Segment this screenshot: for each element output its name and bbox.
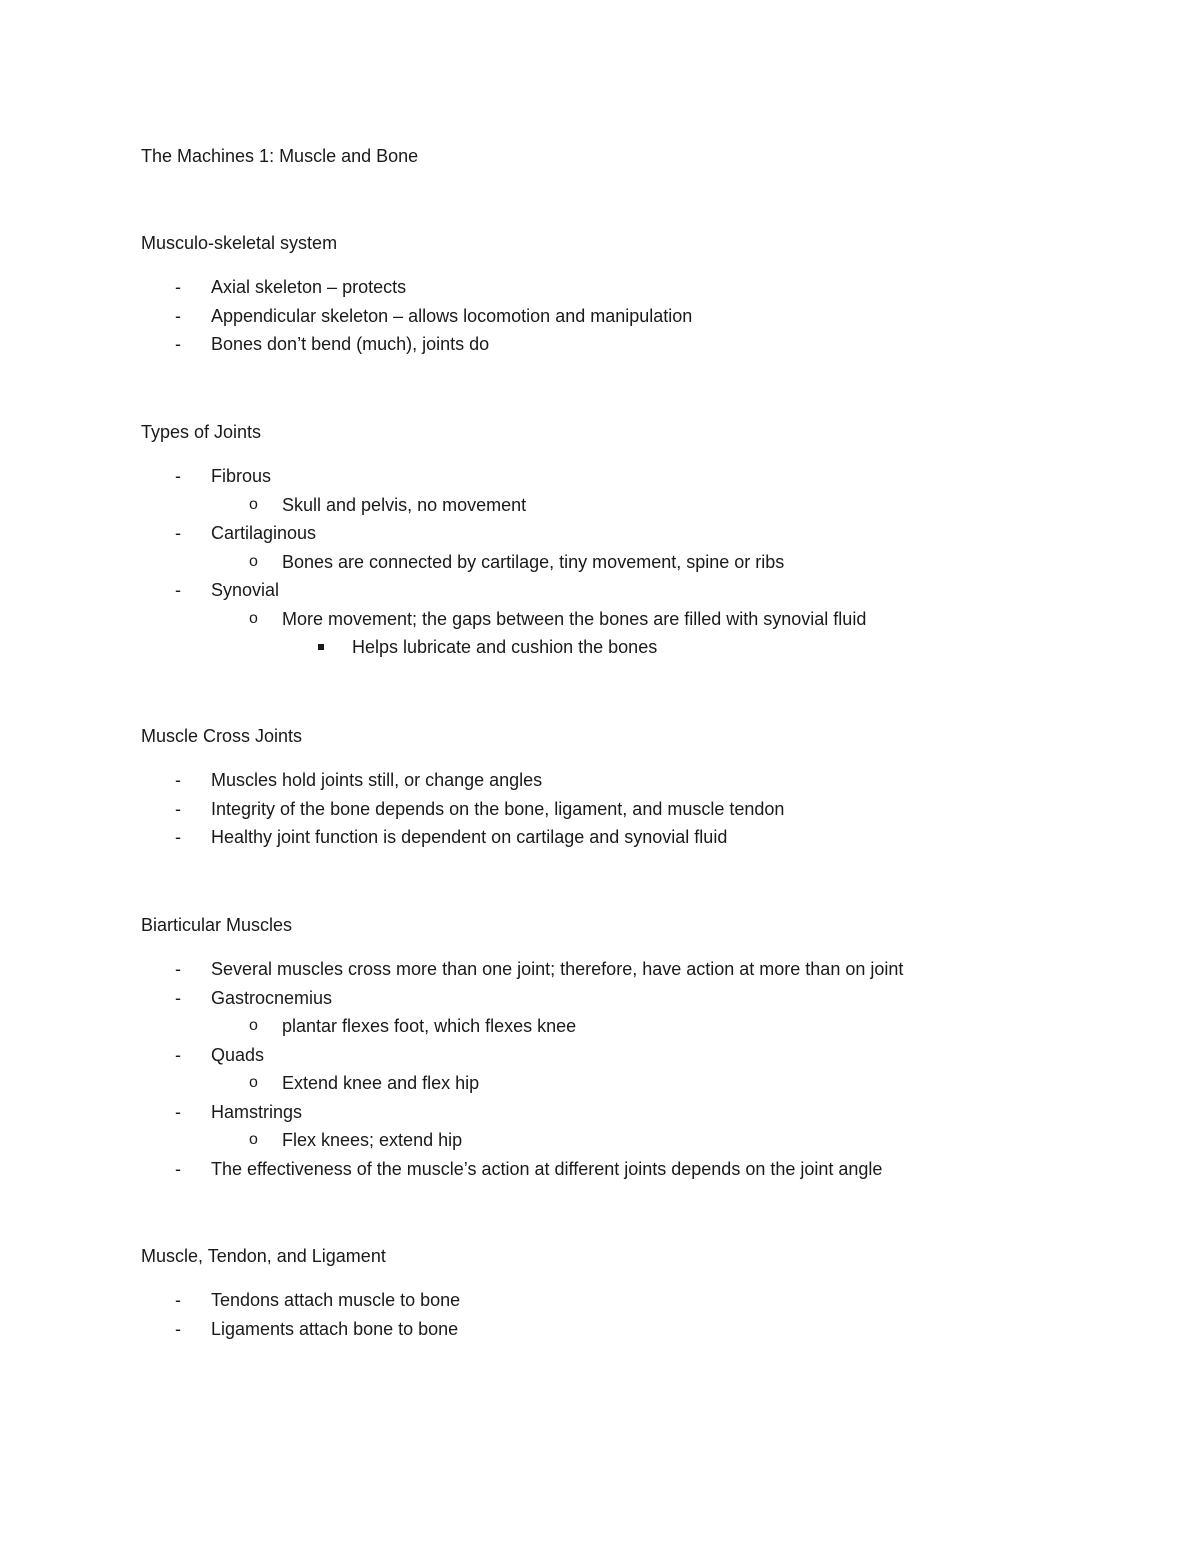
list-item [141, 984, 1141, 1013]
list-item-text: Muscles hold joints still, or change angles [211, 770, 543, 790]
list-item-text: Skull and pelvis, no movement [282, 494, 527, 515]
list-item-text: The effectiveness of the muscle’s action at different joints depends on the joint angle [211, 1158, 883, 1179]
circle-marker: o [249, 1131, 258, 1148]
bullet-list [141, 1286, 1141, 1343]
circle-marker: o [249, 495, 258, 513]
list-item-text: Quads [211, 1044, 265, 1065]
section-musculo-skeletal [141, 231, 1141, 359]
dash-marker: - [175, 1318, 181, 1339]
dash-marker: - [175, 770, 181, 790]
list-item-text: Extend knee and flex hip [282, 1073, 480, 1093]
list-item-text: Flex knees; extend hip [282, 1130, 463, 1150]
list-item-text: More movement; the gaps between the bones are filled with synovial fluid [282, 608, 867, 629]
list-item [141, 766, 1141, 795]
list-item-text: Axial skeleton – protects [211, 277, 407, 297]
list-item-text: Integrity of the bone depends on the bone, ligament, and muscle tendon [211, 798, 785, 819]
section-muscle-tendon-ligament [141, 1244, 1141, 1343]
bullet-list [141, 766, 1141, 852]
list-item [141, 955, 1141, 984]
dash-marker: - [175, 1044, 181, 1065]
list-item-text: Bones don’t bend (much), joints do [211, 334, 490, 354]
section-heading: Types of Joints [141, 422, 262, 442]
list-item-text: Helps lubricate and cushion the bones [352, 637, 658, 657]
list-item [141, 795, 1141, 824]
dash-marker: - [175, 987, 181, 1008]
list-item [141, 1315, 1141, 1344]
document-title: The Machines 1: Muscle and Bone [141, 146, 419, 166]
dash-marker: - [175, 959, 181, 979]
dash-marker: - [175, 1158, 181, 1179]
sub-list-item [141, 548, 1141, 577]
bullet-list [141, 273, 1141, 359]
list-item [141, 1098, 1141, 1127]
list-item-text: Hamstrings [211, 1101, 303, 1122]
dash-marker: - [175, 305, 181, 326]
circle-marker: o [249, 609, 258, 627]
list-item [141, 1286, 1141, 1315]
section-heading: Musculo-skeletal system [141, 233, 338, 253]
section-types-of-joints [141, 420, 1141, 662]
list-item [141, 576, 1141, 605]
list-item-text: Synovial [211, 580, 280, 600]
list-item [141, 823, 1141, 852]
list-item [141, 1041, 1141, 1070]
sub-list-item [141, 491, 1141, 520]
circle-marker: o [249, 552, 258, 570]
sub-sub-list-item [141, 633, 1141, 662]
sub-list-item [141, 1126, 1141, 1155]
list-item [141, 302, 1141, 331]
dash-marker: - [175, 466, 181, 486]
list-item-text: Tendons attach muscle to bone [211, 1290, 461, 1310]
list-item-text: Ligaments attach bone to bone [211, 1318, 459, 1339]
list-item-text: Bones are connected by cartilage, tiny movement, spine or ribs [282, 551, 785, 572]
section-biarticular-muscles [141, 913, 1141, 1183]
dash-marker: - [175, 798, 181, 819]
sub-list-item [141, 1012, 1141, 1041]
list-item [141, 273, 1141, 302]
section-heading: Biarticular Muscles [141, 915, 293, 935]
dash-marker: - [175, 277, 181, 297]
bullet-list [141, 955, 1141, 1183]
list-item-text: Healthy joint function is dependent on cartilage and synovial fluid [211, 827, 728, 847]
list-item [141, 330, 1141, 359]
sub-list-item [141, 1069, 1141, 1098]
circle-marker: o [249, 1074, 258, 1091]
list-item-text: Several muscles cross more than one joint; therefore, have action at more than on joint [211, 959, 904, 979]
list-item-text: Appendicular skeleton – allows locomotion and manipulation [211, 305, 693, 326]
section-muscle-cross-joints [141, 724, 1141, 852]
list-item-text: plantar flexes foot, which flexes knee [282, 1016, 577, 1036]
circle-marker: o [249, 1017, 258, 1034]
dash-marker: - [175, 1101, 181, 1122]
square-bullet-icon [318, 633, 338, 662]
section-heading: Muscle Cross Joints [141, 726, 303, 746]
dash-marker: - [175, 1290, 181, 1310]
list-item-text: Fibrous [211, 466, 272, 486]
dash-marker: - [175, 523, 181, 543]
dash-marker: - [175, 580, 181, 600]
list-item [141, 519, 1141, 548]
section-heading: Muscle, Tendon, and Ligament [141, 1246, 386, 1266]
sub-list-item [141, 605, 1141, 634]
dash-marker: - [175, 827, 181, 847]
list-item [141, 1155, 1141, 1184]
dash-marker: - [175, 334, 181, 354]
list-item-text: Gastrocnemius [211, 987, 333, 1008]
list-item-text: Cartilaginous [211, 523, 317, 543]
bullet-list [141, 462, 1141, 662]
list-item [141, 462, 1141, 491]
